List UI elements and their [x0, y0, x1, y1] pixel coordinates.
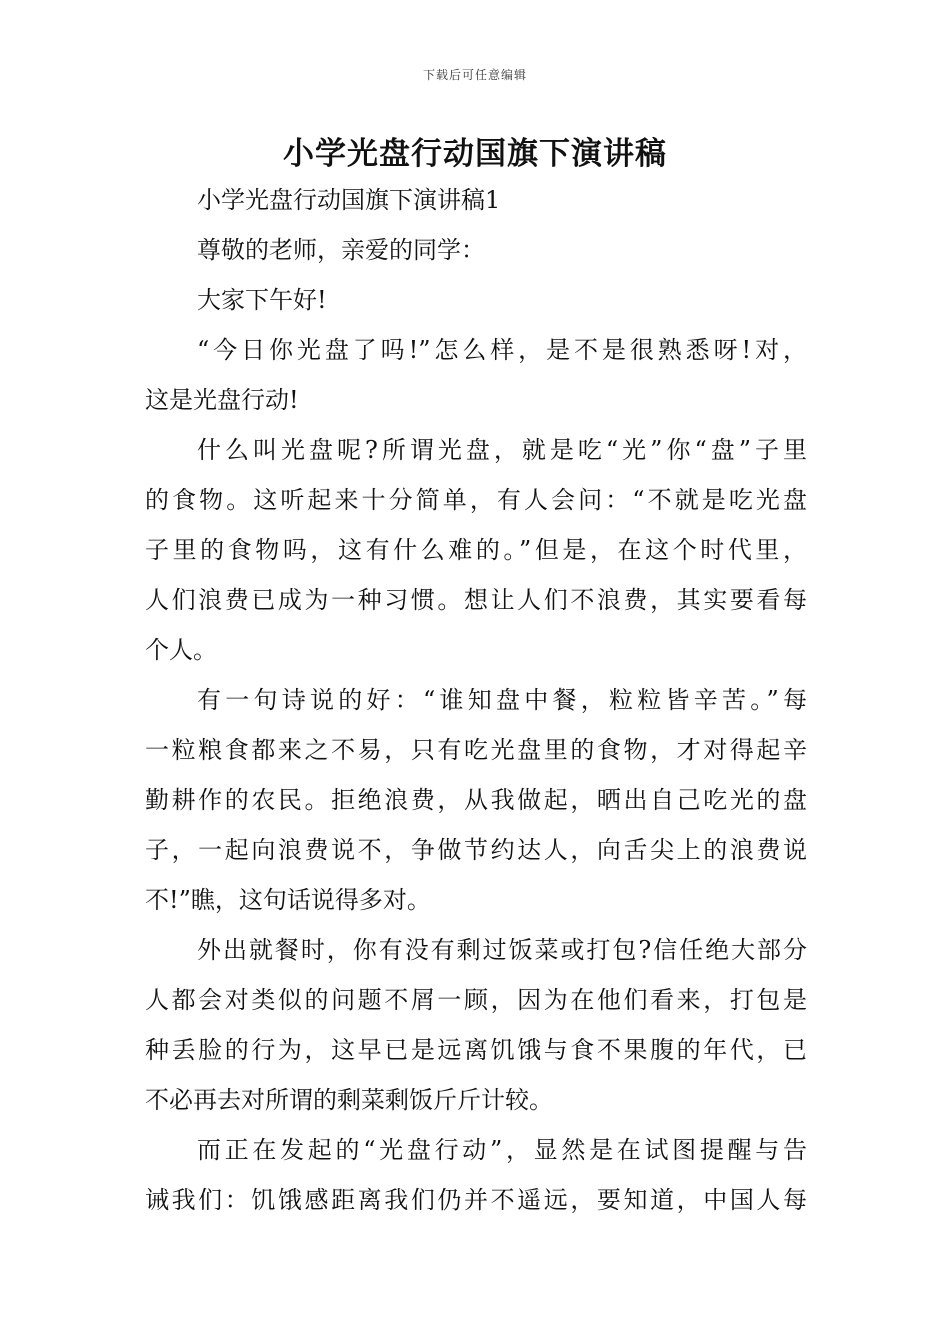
text-line: 子里的食物吗，这有什么难的。”但是，在这个时代里，	[145, 536, 807, 564]
text-line: 的食物。这听起来十分简单，有人会问：“不就是吃光盘	[145, 486, 807, 514]
text-line: 外出就餐时，你有没有剩过饭菜或打包?信任绝大部分	[197, 936, 807, 964]
text-line: 大家下午好!	[197, 286, 327, 314]
text-line: 人们浪费已成为一种习惯。想让人们不浪费，其实要看每	[145, 586, 807, 614]
text-line: 而正在发起的“光盘行动”，显然是在试图提醒与告	[197, 1136, 807, 1164]
text-line: 这是光盘行动!	[145, 386, 299, 414]
text-line: 人都会对类似的问题不屑一顾，因为在他们看来，打包是	[145, 986, 807, 1014]
text-line: 诫我们：饥饿感距离我们仍并不遥远，要知道，中国人每	[145, 1186, 807, 1214]
header-note: 下载后可任意编辑	[422, 68, 527, 82]
text-line: 不必再去对所谓的剩菜剩饭斤斤计较。	[145, 1086, 553, 1114]
text-line: 勤耕作的农民。拒绝浪费，从我做起，晒出自己吃光的盘	[145, 786, 807, 814]
text-line: 种丢脸的行为，这早已是远离饥饿与食不果腹的年代，已	[145, 1036, 807, 1064]
text-line: 小学光盘行动国旗下演讲稿1	[197, 186, 501, 214]
document-title: 小学光盘行动国旗下演讲稿	[283, 136, 667, 172]
text-line: 尊敬的老师，亲爱的同学：	[197, 236, 485, 264]
text-line: “今日你光盘了吗!”怎么样，是不是很熟悉呀!对，	[197, 336, 807, 364]
text-line: 子，一起向浪费说不，争做节约达人，向舌尖上的浪费说	[145, 836, 807, 864]
text-line: 什么叫光盘呢?所谓光盘，就是吃“光”你“盘”子里	[197, 436, 807, 464]
text-line: 不!”瞧，这句话说得多对。	[145, 886, 431, 914]
text-line: 个人。	[145, 636, 217, 664]
document-body	[145, 175, 807, 1225]
text-line: 一粒粮食都来之不易，只有吃光盘里的食物，才对得起辛	[145, 736, 807, 764]
text-line: 有一句诗说的好：“谁知盘中餐，粒粒皆辛苦。”每	[197, 686, 807, 714]
